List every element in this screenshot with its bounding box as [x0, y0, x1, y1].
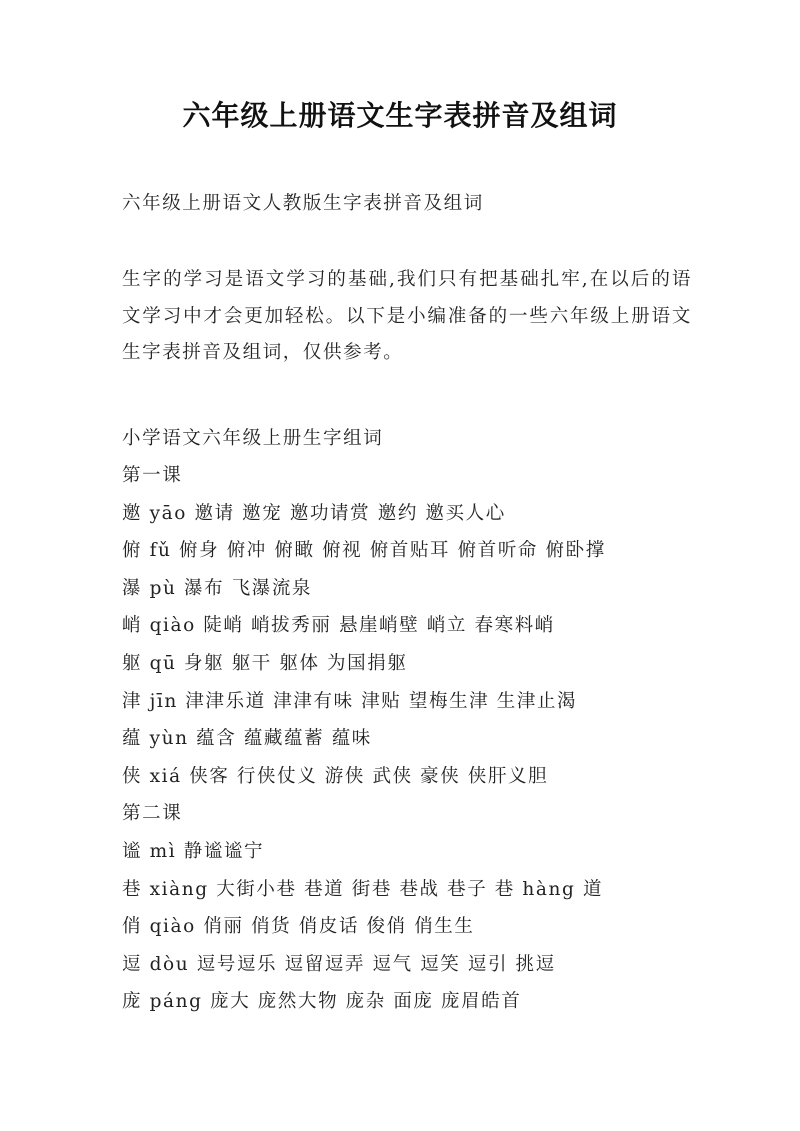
word-entry: 俯 fǔ 俯身 俯冲 俯瞰 俯视 俯首贴耳 俯首听命 俯卧撑 [122, 540, 606, 562]
word-entry: 津 jīn 津津乐道 津津有味 津贴 望梅生津 生津止渴 [122, 690, 578, 712]
word-entry: 蕴 yùn 蕴含 蕴藏蕴蓄 蕴味 [122, 728, 372, 750]
word-entry: 邀 yāo 邀请 邀宠 邀功请赏 邀约 邀买人心 [122, 502, 506, 524]
lesson-heading: 第一课 [122, 465, 183, 486]
word-entry: 逗 dòu 逗号逗乐 逗留逗弄 逗气 逗笑 逗引 挑逗 [122, 953, 556, 975]
word-entry: 躯 qū 身躯 躯干 躯体 为国捐躯 [122, 652, 408, 674]
word-entry: 瀑 pù 瀑布 飞瀑流泉 [122, 577, 313, 599]
lesson-heading: 第二课 [122, 803, 183, 825]
word-entry: 巷 xiàng 大街小巷 巷道 街巷 巷战 巷子 巷 hàng 道 [122, 878, 604, 900]
word-entry: 峭 qiào 陡峭 峭拔秀丽 悬崖峭壁 峭立 春寒料峭 [122, 615, 555, 637]
word-entry: 谧 mì 静谧谧宁 [122, 840, 265, 862]
section-title: 小学语文六年级上册生字组词 [122, 427, 384, 449]
subtitle: 六年级上册语文人教版生字表拼音及组词 [122, 193, 484, 214]
document-body [122, 188, 692, 1021]
word-entry: 庞 páng 庞大 庞然大物 庞杂 面庞 庞眉皓首 [122, 991, 522, 1013]
word-entry: 侠 xiá 侠客 行侠仗义 游侠 武侠 豪侠 侠肝义胆 [122, 765, 549, 787]
word-list [122, 457, 692, 1021]
page-title: 六年级上册语文生字表拼音及组词 [182, 99, 618, 132]
intro-paragraph: 生字的学习是语文学习的基础,我们只有把基础扎牢,在以后的语文学习中才会更加轻松。以下是小编准备的一些六年级上册语文生字表拼音及组词，仅供参考。 [122, 269, 692, 363]
word-entry: 俏 qiào 俏丽 俏货 俏皮话 俊俏 俏生生 [122, 916, 475, 938]
